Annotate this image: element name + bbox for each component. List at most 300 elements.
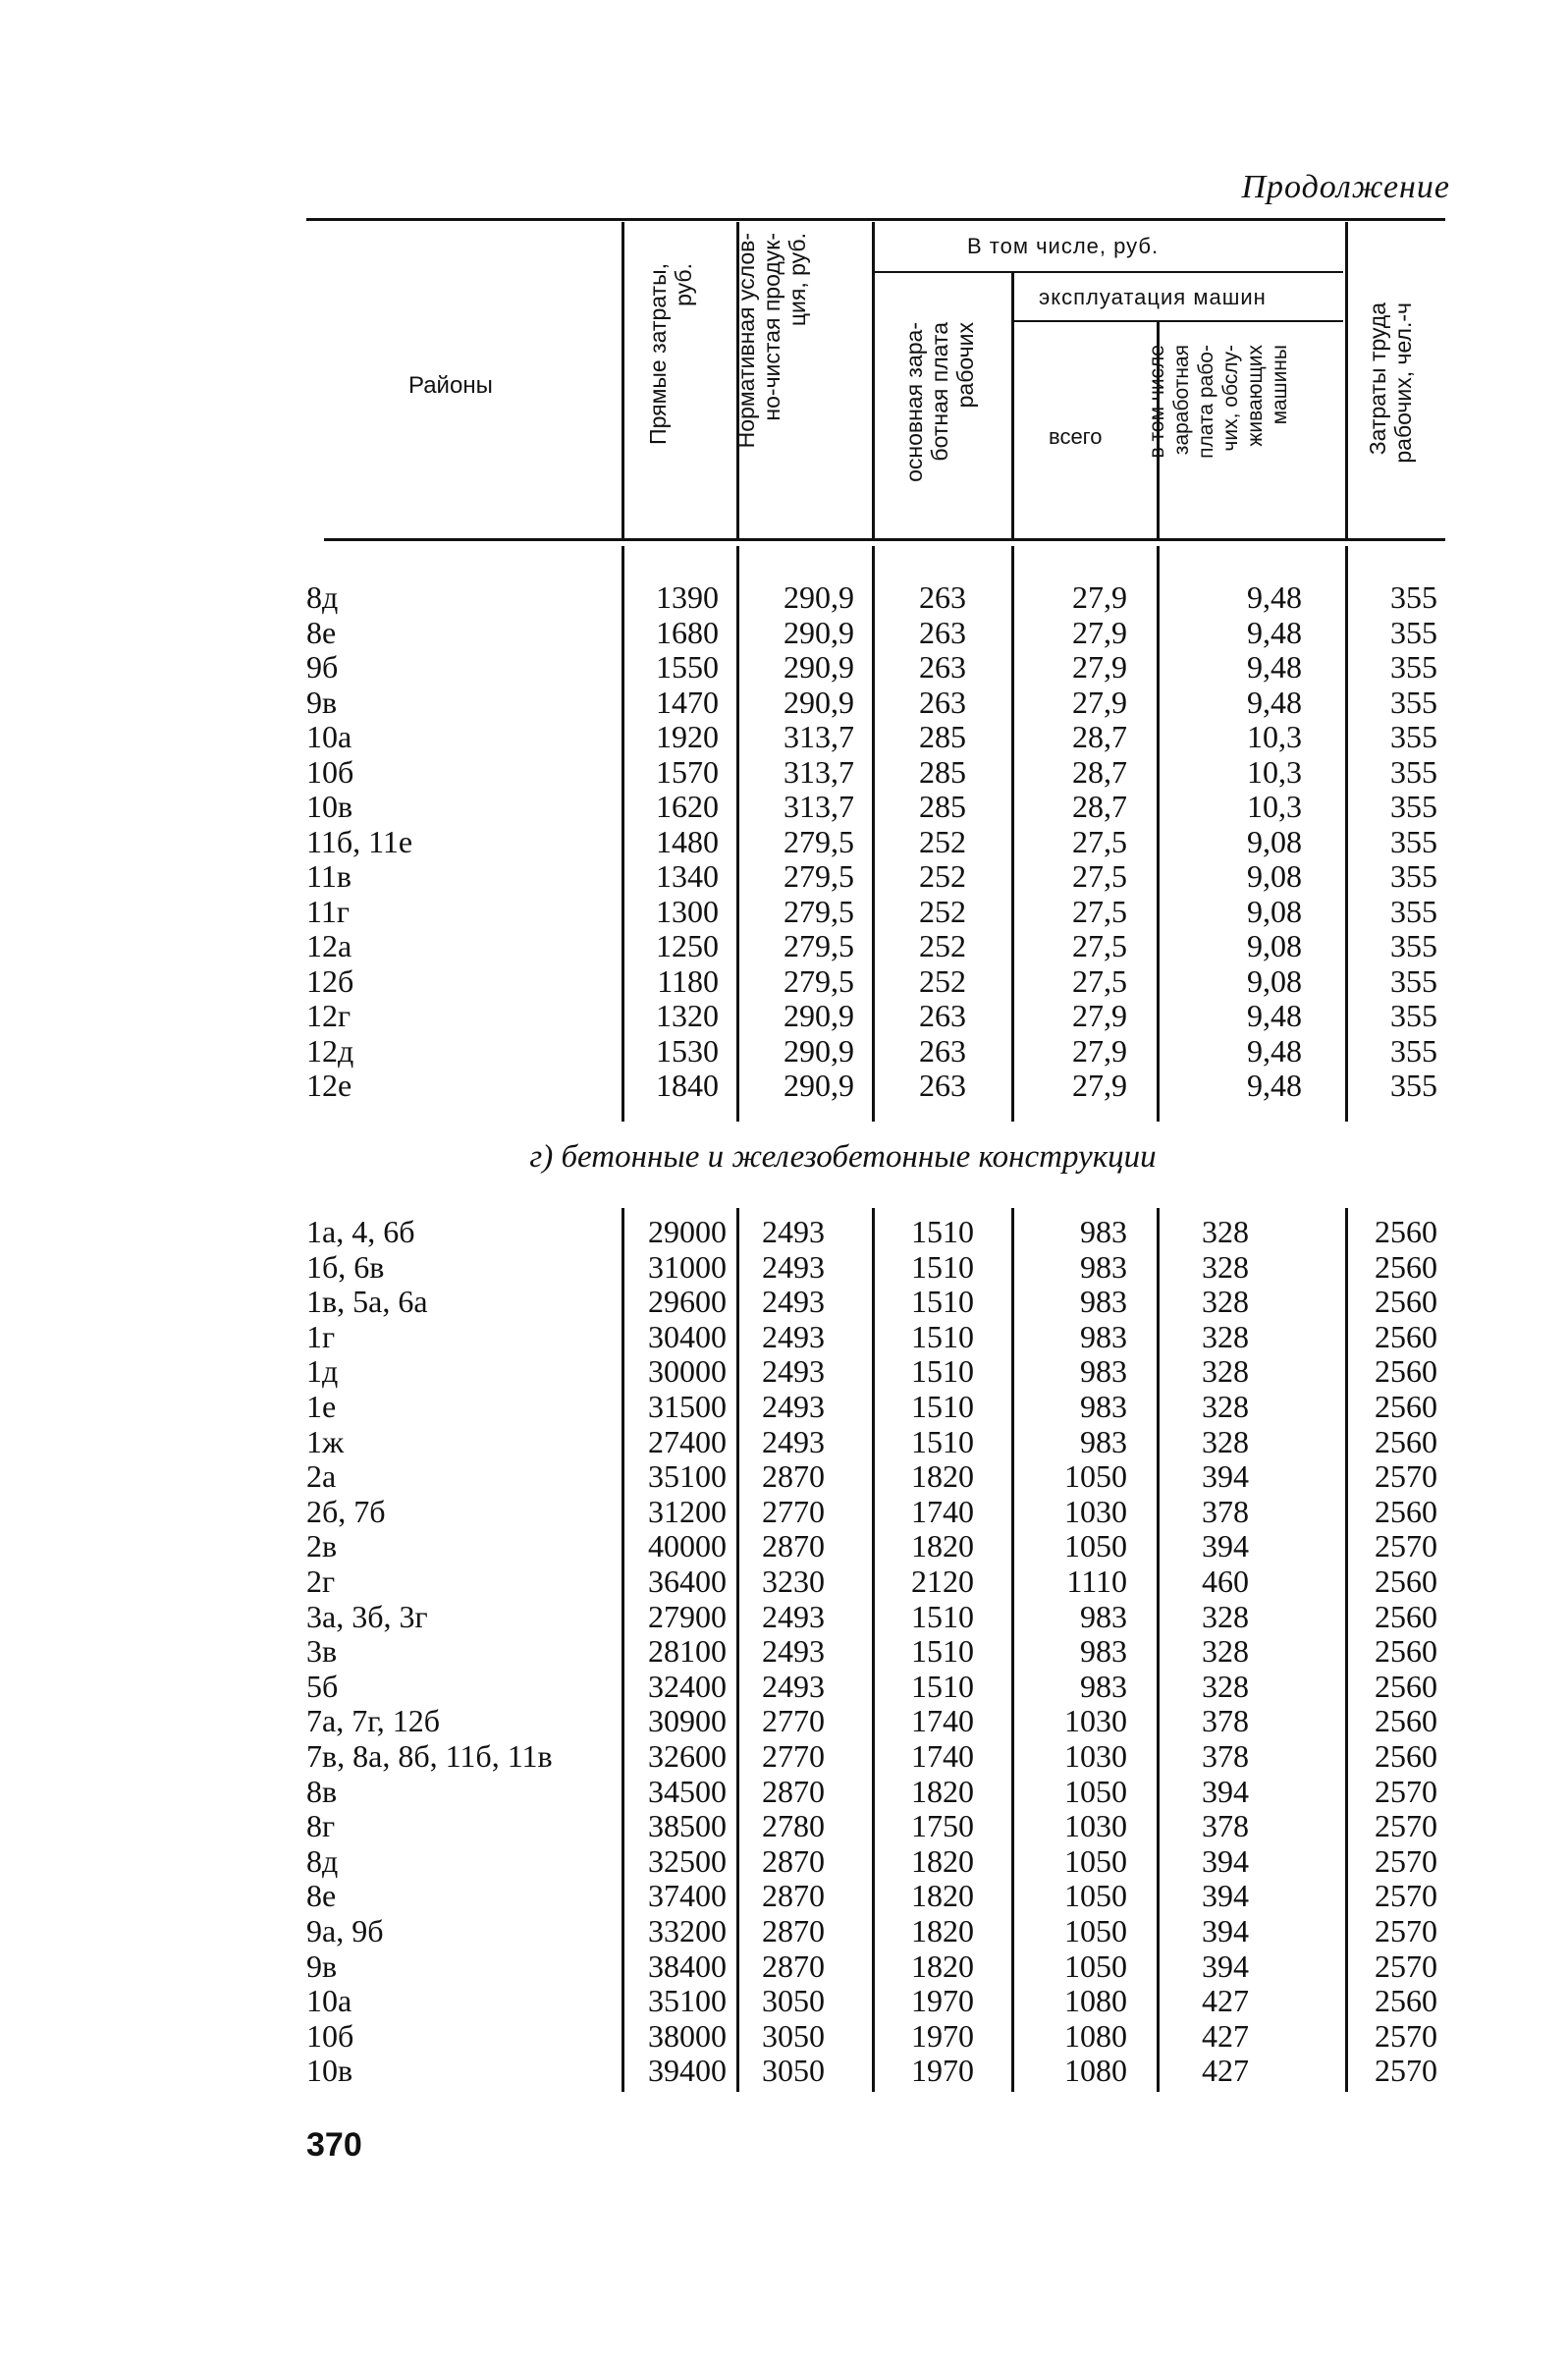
cell-vtom: 394 — [1202, 1878, 1249, 1914]
table-row — [0, 1068, 1568, 1103]
cell-osnov: 2120 — [911, 1564, 974, 1599]
header-vline-1 — [622, 222, 624, 538]
cell-norm: 2770 — [762, 1493, 825, 1529]
cell-vtom: 328 — [1202, 1423, 1249, 1459]
cell-vsego: 983 — [1080, 1353, 1127, 1390]
cell-vsego: 1080 — [1064, 2017, 1127, 2054]
header-vsego: всего — [1049, 424, 1103, 449]
cell-vtom: 10,3 — [1247, 719, 1302, 754]
cell-trud: 2560 — [1375, 1389, 1437, 1424]
cell-pryamye: 38000 — [648, 2017, 727, 2054]
cell-vsego: 27,5 — [1072, 823, 1127, 859]
v-tom-chisle-rule — [874, 271, 1343, 273]
cell-vtom: 427 — [1202, 2017, 1249, 2054]
table-row — [0, 1878, 1568, 1913]
cell-norm: 2870 — [762, 1878, 825, 1914]
cell-vsego: 27,9 — [1072, 998, 1127, 1033]
cell-trud: 355 — [1390, 614, 1437, 650]
cell-osnov: 1820 — [911, 1528, 974, 1564]
cell-vtom: 328 — [1202, 1389, 1249, 1424]
cell-pryamye: 28100 — [648, 1633, 727, 1670]
cell-trud: 2570 — [1375, 1913, 1437, 1948]
cell-norm: 290,9 — [784, 684, 854, 720]
cell-rayon: 8е — [306, 1878, 337, 1914]
table-row — [0, 1948, 1568, 1984]
header-norm-1: Нормативная услов- — [733, 233, 759, 449]
cell-trud: 355 — [1390, 579, 1437, 615]
cell-rayon: 3а, 3б, 3г — [306, 1598, 428, 1634]
header-norm-2: но-чистая продук- — [759, 233, 784, 421]
cell-vsego: 1080 — [1064, 1983, 1127, 2019]
cell-norm: 2870 — [762, 1773, 825, 1809]
cell-vtom: 9,48 — [1247, 998, 1302, 1033]
cell-osnov: 263 — [919, 684, 966, 720]
table-row — [0, 2018, 1568, 2054]
cell-vtom: 328 — [1202, 1668, 1249, 1704]
cell-vtom: 394 — [1202, 1948, 1249, 1984]
header-vline-3 — [872, 222, 875, 538]
cell-vtom: 328 — [1202, 1248, 1249, 1285]
table-row — [0, 1703, 1568, 1738]
cell-vtom: 328 — [1202, 1353, 1249, 1390]
cell-pryamye: 32600 — [648, 1738, 727, 1774]
cell-trud: 2560 — [1375, 1738, 1437, 1774]
cell-norm: 3050 — [762, 2053, 825, 2089]
cell-rayon: 1ж — [306, 1423, 345, 1459]
cell-trud: 2560 — [1375, 1703, 1437, 1739]
table-row — [0, 998, 1568, 1033]
cell-norm: 290,9 — [784, 1032, 854, 1069]
section-title: г) бетонные и железобетонные конструкции — [529, 1139, 1157, 1175]
table-row — [0, 1319, 1568, 1354]
table-row — [0, 963, 1568, 999]
cell-pryamye: 31000 — [648, 1248, 727, 1285]
cell-pryamye: 1550 — [656, 649, 719, 685]
header-vtom-1: в том числе — [1146, 345, 1168, 459]
cell-pryamye: 1180 — [657, 962, 719, 999]
cell-vtom: 328 — [1202, 1214, 1249, 1249]
cell-trud: 2560 — [1375, 1668, 1437, 1704]
cell-rayon: 10а — [306, 719, 352, 754]
cell-trud: 2560 — [1375, 1353, 1437, 1390]
cell-trud: 2560 — [1375, 1423, 1437, 1459]
cell-pryamye: 1920 — [656, 719, 719, 754]
cell-osnov: 252 — [919, 962, 966, 999]
cell-rayon: 7а, 7г, 12б — [306, 1703, 440, 1739]
cell-rayon: 2в — [306, 1528, 338, 1564]
cell-vtom: 427 — [1202, 2053, 1249, 2089]
cell-pryamye: 1840 — [656, 1068, 719, 1103]
table-row — [0, 858, 1568, 894]
table-row — [0, 685, 1568, 720]
cell-norm: 2493 — [762, 1284, 825, 1320]
header-pryamye — [645, 263, 700, 469]
cell-norm: 2493 — [762, 1423, 825, 1459]
cell-rayon: 9в — [306, 684, 338, 720]
cell-pryamye: 38400 — [648, 1948, 727, 1984]
cell-rayon: 2а — [306, 1458, 337, 1495]
cell-norm: 2493 — [762, 1214, 825, 1249]
cell-vtom: 10,3 — [1247, 753, 1302, 790]
cell-osnov: 1510 — [911, 1284, 974, 1320]
cell-osnov: 1510 — [911, 1633, 974, 1670]
cell-osnov: 1510 — [911, 1353, 974, 1390]
cell-pryamye: 32400 — [648, 1668, 727, 1704]
cell-trud: 355 — [1390, 928, 1437, 963]
cell-norm: 2493 — [762, 1318, 825, 1354]
cell-rayon: 12д — [306, 1032, 354, 1069]
cell-osnov: 252 — [919, 928, 966, 963]
cell-vsego: 1050 — [1064, 1773, 1127, 1809]
cell-trud: 355 — [1390, 753, 1437, 790]
cell-vsego: 1110 — [1066, 1564, 1127, 1599]
cell-vtom: 328 — [1202, 1633, 1249, 1670]
cell-norm: 2493 — [762, 1353, 825, 1390]
cell-vtom: 394 — [1202, 1528, 1249, 1564]
cell-vsego: 1050 — [1064, 1458, 1127, 1495]
cell-rayon: 11г — [306, 893, 350, 929]
cell-vtom: 378 — [1202, 1493, 1249, 1529]
cell-vtom: 9,48 — [1247, 614, 1302, 650]
cell-vtom: 10,3 — [1247, 789, 1302, 824]
cell-vsego: 27,5 — [1072, 962, 1127, 999]
header-vtom-6: машины — [1269, 345, 1291, 425]
cell-vsego: 28,7 — [1072, 789, 1127, 824]
cell-osnov: 252 — [919, 823, 966, 859]
cell-osnov: 1820 — [911, 1773, 974, 1809]
table-row — [0, 579, 1568, 615]
cell-vsego: 27,9 — [1072, 614, 1127, 650]
cell-vtom: 328 — [1202, 1318, 1249, 1354]
cell-trud: 2570 — [1375, 2053, 1437, 2089]
cell-vsego: 1030 — [1064, 1703, 1127, 1739]
cell-pryamye: 1480 — [656, 823, 719, 859]
table-row — [0, 928, 1568, 963]
cell-osnov: 285 — [919, 753, 966, 790]
cell-norm: 2870 — [762, 1948, 825, 1984]
table-row — [0, 615, 1568, 650]
cell-trud: 355 — [1390, 1032, 1437, 1069]
cell-trud: 2560 — [1375, 1564, 1437, 1599]
cell-pryamye: 1570 — [656, 753, 719, 790]
cell-vtom: 9,48 — [1247, 649, 1302, 685]
cell-vtom: 9,08 — [1247, 928, 1302, 963]
cell-vtom: 9,08 — [1247, 893, 1302, 929]
cell-vtom: 9,48 — [1247, 579, 1302, 615]
cell-norm: 2770 — [762, 1738, 825, 1774]
cell-osnov: 285 — [919, 789, 966, 824]
cell-osnov: 252 — [919, 858, 966, 894]
cell-trud: 2560 — [1375, 1598, 1437, 1634]
cell-trud: 2570 — [1375, 2017, 1437, 2054]
cell-vsego: 983 — [1080, 1214, 1127, 1249]
cell-rayon: 12а — [306, 928, 352, 963]
cell-vsego: 1030 — [1064, 1738, 1127, 1774]
cell-trud: 2570 — [1375, 1773, 1437, 1809]
cell-vtom: 394 — [1202, 1773, 1249, 1809]
table-row — [0, 789, 1568, 824]
cell-rayon: 10в — [306, 789, 353, 824]
cell-rayon: 12г — [306, 998, 351, 1033]
cell-osnov: 252 — [919, 893, 966, 929]
cell-vtom: 460 — [1202, 1564, 1249, 1599]
cell-osnov: 1970 — [911, 2053, 974, 2089]
cell-pryamye: 35100 — [648, 1983, 727, 2019]
cell-vsego: 27,9 — [1072, 649, 1127, 685]
cell-trud: 355 — [1390, 823, 1437, 859]
cell-rayon: 8г — [306, 1808, 336, 1844]
cell-pryamye: 34500 — [648, 1773, 727, 1809]
header-norm-3: ция, руб. — [784, 233, 810, 327]
cell-norm: 2870 — [762, 1842, 825, 1879]
cell-rayon: 10б — [306, 753, 354, 790]
cell-trud: 2560 — [1375, 1493, 1437, 1529]
cell-vsego: 28,7 — [1072, 753, 1127, 790]
cell-vtom: 9,48 — [1247, 1032, 1302, 1069]
table-row — [0, 894, 1568, 929]
cell-vsego: 1030 — [1064, 1808, 1127, 1844]
cell-rayon: 1в, 5а, 6а — [306, 1284, 428, 1320]
cell-rayon: 9в — [306, 1948, 338, 1984]
cell-trud: 2570 — [1375, 1842, 1437, 1879]
cell-osnov: 263 — [919, 1032, 966, 1069]
table-row — [0, 1843, 1568, 1879]
cell-osnov: 263 — [919, 998, 966, 1033]
cell-pryamye: 32500 — [648, 1842, 727, 1879]
cell-vsego: 983 — [1080, 1633, 1127, 1670]
cell-vsego: 983 — [1080, 1668, 1127, 1704]
cell-osnov: 1510 — [911, 1668, 974, 1704]
cell-vtom: 378 — [1202, 1703, 1249, 1739]
cell-osnov: 1510 — [911, 1318, 974, 1354]
table-row — [0, 1284, 1568, 1319]
cell-osnov: 1510 — [911, 1423, 974, 1459]
table-row — [0, 1669, 1568, 1704]
cell-pryamye: 35100 — [648, 1458, 727, 1495]
cell-vsego: 983 — [1080, 1248, 1127, 1285]
cell-trud: 355 — [1390, 962, 1437, 999]
cell-rayon: 8е — [306, 614, 337, 650]
cell-osnov: 263 — [919, 614, 966, 650]
cell-osnov: 1510 — [911, 1389, 974, 1424]
header-vtom — [1145, 345, 1298, 541]
table-row — [0, 1458, 1568, 1494]
header-pryamye-1: Прямые затраты, — [645, 263, 671, 445]
cell-osnov: 1820 — [911, 1913, 974, 1948]
table-row — [0, 1738, 1568, 1774]
cell-osnov: 1820 — [911, 1948, 974, 1984]
cell-trud: 2560 — [1375, 1318, 1437, 1354]
cell-osnov: 1740 — [911, 1738, 974, 1774]
cell-trud: 2570 — [1375, 1808, 1437, 1844]
cell-rayon: 1г — [306, 1318, 336, 1354]
cell-rayon: 7в, 8а, 8б, 11б, 11в — [306, 1738, 553, 1774]
cell-trud: 355 — [1390, 719, 1437, 754]
cell-rayon: 8д — [306, 579, 339, 615]
cell-vtom: 427 — [1202, 1983, 1249, 2019]
cell-vtom: 394 — [1202, 1913, 1249, 1948]
header-zatraty-2: рабочих, чел.-ч — [1390, 302, 1416, 464]
cell-vsego: 983 — [1080, 1598, 1127, 1634]
header-zatraty — [1365, 302, 1420, 509]
cell-norm: 279,5 — [784, 823, 854, 859]
cell-norm: 2770 — [762, 1703, 825, 1739]
cell-pryamye: 1250 — [656, 928, 719, 963]
cell-vtom: 394 — [1202, 1458, 1249, 1495]
cell-rayon: 1д — [306, 1353, 339, 1390]
cell-osnov: 1820 — [911, 1458, 974, 1495]
cell-osnov: 285 — [919, 719, 966, 754]
header-vtom-4: чих, обслу- — [1219, 345, 1242, 452]
cell-norm: 2493 — [762, 1668, 825, 1704]
table-row — [0, 1774, 1568, 1809]
cell-pryamye: 1620 — [656, 789, 719, 824]
table-row — [0, 1033, 1568, 1069]
cell-vsego: 27,9 — [1072, 684, 1127, 720]
cell-osnov: 263 — [919, 649, 966, 685]
cell-norm: 290,9 — [784, 649, 854, 685]
cell-rayon: 1е — [306, 1389, 337, 1424]
cell-pryamye: 1320 — [656, 998, 719, 1033]
cell-vsego: 1050 — [1064, 1913, 1127, 1948]
cell-norm: 2493 — [762, 1248, 825, 1285]
cell-trud: 355 — [1390, 789, 1437, 824]
cell-pryamye: 31200 — [648, 1493, 727, 1529]
cell-trud: 2570 — [1375, 1458, 1437, 1495]
cell-vsego: 1050 — [1064, 1842, 1127, 1879]
cell-norm: 279,5 — [784, 928, 854, 963]
cell-trud: 2560 — [1375, 1284, 1437, 1320]
cell-vsego: 27,5 — [1072, 893, 1127, 929]
cell-norm: 279,5 — [784, 858, 854, 894]
cell-osnov: 1970 — [911, 1983, 974, 2019]
cell-rayon: 1а, 4, 6б — [306, 1214, 415, 1249]
cell-norm: 290,9 — [784, 1068, 854, 1103]
cell-osnov: 1750 — [911, 1808, 974, 1844]
cell-vsego: 1050 — [1064, 1878, 1127, 1914]
cell-pryamye: 1300 — [656, 893, 719, 929]
table-row — [0, 1249, 1568, 1285]
cell-trud: 355 — [1390, 649, 1437, 685]
cell-trud: 2560 — [1375, 1248, 1437, 1285]
cell-rayon: 8в — [306, 1773, 338, 1809]
header-zatraty-1: Затраты труда — [1365, 302, 1390, 456]
cell-norm: 3230 — [762, 1564, 825, 1599]
cell-vtom: 9,08 — [1247, 858, 1302, 894]
cell-osnov: 1970 — [911, 2017, 974, 2054]
cell-norm: 290,9 — [784, 998, 854, 1033]
table-row — [0, 2053, 1568, 2088]
table-row — [0, 1913, 1568, 1948]
table-row — [0, 649, 1568, 685]
header-osnov-2: ботная плата — [927, 322, 952, 462]
cell-osnov: 263 — [919, 1068, 966, 1103]
cell-pryamye: 29000 — [648, 1214, 727, 1249]
table-row — [0, 1528, 1568, 1564]
cell-norm: 3050 — [762, 2017, 825, 2054]
cell-vtom: 378 — [1202, 1738, 1249, 1774]
cell-vtom: 328 — [1202, 1284, 1249, 1320]
cell-vsego: 1030 — [1064, 1493, 1127, 1529]
cell-pryamye: 37400 — [648, 1878, 727, 1914]
cell-trud: 355 — [1390, 858, 1437, 894]
cell-pryamye: 1390 — [656, 579, 719, 615]
cell-rayon: 11в — [306, 858, 351, 894]
cell-vsego: 27,9 — [1072, 579, 1127, 615]
cell-vsego: 28,7 — [1072, 719, 1127, 754]
cell-norm: 2870 — [762, 1528, 825, 1564]
cell-rayon: 12б — [306, 962, 354, 999]
table-row — [0, 1633, 1568, 1669]
cell-rayon: 11б, 11е — [306, 823, 413, 859]
cell-vsego: 983 — [1080, 1389, 1127, 1424]
cell-osnov: 263 — [919, 579, 966, 615]
cell-vsego: 1050 — [1064, 1948, 1127, 1984]
cell-pryamye: 1530 — [656, 1032, 719, 1069]
cell-rayon: 2б, 7б — [306, 1493, 386, 1529]
cell-osnov: 1510 — [911, 1214, 974, 1249]
table-row — [0, 824, 1568, 859]
cell-vtom: 9,08 — [1247, 962, 1302, 999]
cell-norm: 313,7 — [784, 789, 854, 824]
table-row — [0, 1424, 1568, 1459]
table-row — [0, 1389, 1568, 1424]
cell-vtom: 328 — [1202, 1598, 1249, 1634]
table-row — [0, 1353, 1568, 1389]
cell-vsego: 27,5 — [1072, 928, 1127, 963]
cell-vtom: 9,48 — [1247, 684, 1302, 720]
cell-norm: 2780 — [762, 1808, 825, 1844]
table-row — [0, 754, 1568, 790]
cell-osnov: 1740 — [911, 1493, 974, 1529]
cell-trud: 2560 — [1375, 1633, 1437, 1670]
cell-vtom: 9,48 — [1247, 1068, 1302, 1103]
cell-rayon: 1б, 6в — [306, 1248, 385, 1285]
cell-norm: 2870 — [762, 1458, 825, 1495]
cell-trud: 2560 — [1375, 1983, 1437, 2019]
cell-norm: 2493 — [762, 1598, 825, 1634]
table-row — [0, 1808, 1568, 1843]
header-osnov-3: рабочих — [952, 322, 978, 409]
table-row — [0, 1983, 1568, 2018]
cell-rayon: 3в — [306, 1633, 338, 1670]
continuation-label: Продолжение — [1241, 169, 1450, 205]
cell-vsego: 27,5 — [1072, 858, 1127, 894]
cell-norm: 313,7 — [784, 719, 854, 754]
header-v-tom-chisle: В том числе, руб. — [967, 234, 1160, 258]
cell-pryamye: 30900 — [648, 1703, 727, 1739]
cell-vsego: 983 — [1080, 1423, 1127, 1459]
cell-pryamye: 30400 — [648, 1318, 727, 1354]
header-pryamye-2: руб. — [671, 263, 696, 306]
cell-pryamye: 36400 — [648, 1564, 727, 1599]
cell-norm: 2493 — [762, 1389, 825, 1424]
cell-pryamye: 31500 — [648, 1389, 727, 1424]
cell-trud: 355 — [1390, 1068, 1437, 1103]
cell-rayon: 9б — [306, 649, 339, 685]
cell-osnov: 1820 — [911, 1842, 974, 1879]
ekspl-rule — [1011, 320, 1343, 322]
cell-rayon: 2г — [306, 1564, 336, 1599]
header-vtom-5: живающих — [1244, 345, 1267, 447]
table-row — [0, 719, 1568, 754]
table-row — [0, 1564, 1568, 1599]
cell-vtom: 394 — [1202, 1842, 1249, 1879]
cell-norm: 313,7 — [784, 753, 854, 790]
header-vline-6 — [1345, 222, 1348, 538]
header-rayony: Районы — [408, 372, 493, 399]
cell-rayon: 5б — [306, 1668, 339, 1704]
